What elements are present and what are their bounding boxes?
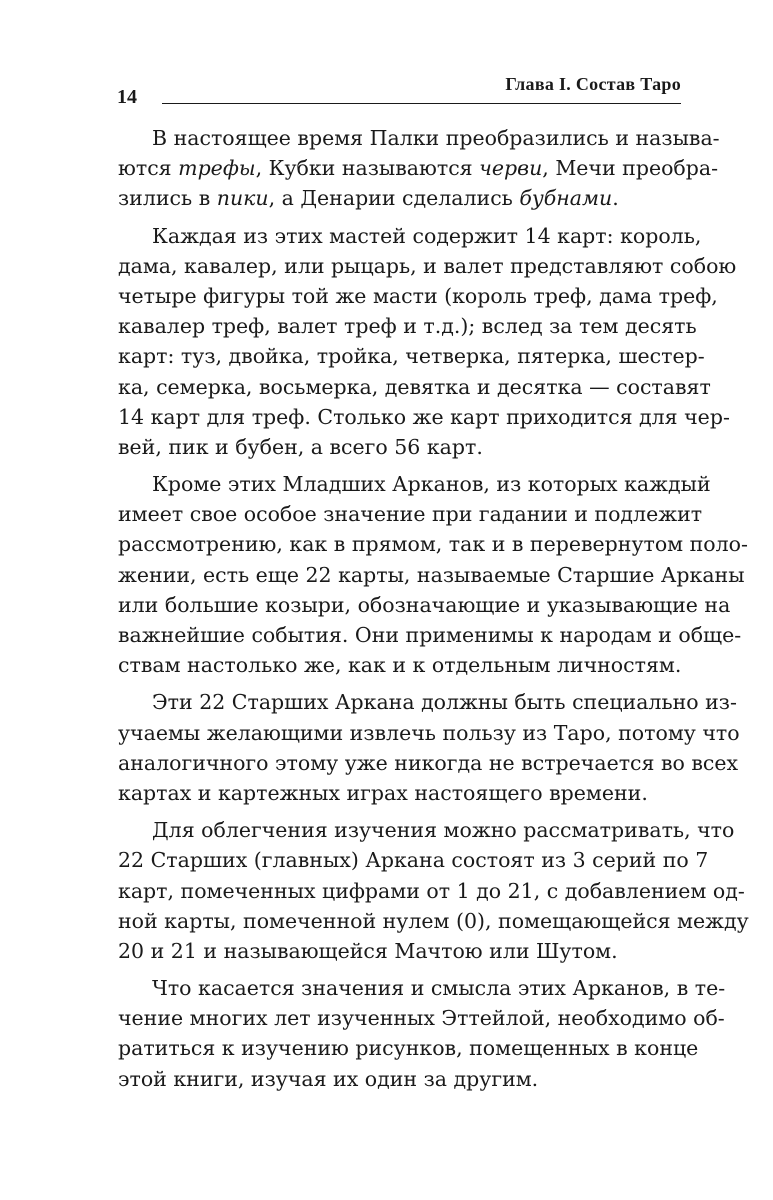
text-line: [118, 778, 683, 808]
text-run: ются: [118, 156, 179, 181]
text-run: В настоящее время Палки преобразились и называ-: [152, 126, 720, 150]
text-run: .: [612, 186, 619, 211]
text-run: 14 карт для треф. Столько же карт приходится для чер-: [118, 404, 730, 429]
paragraph: [118, 973, 726, 1094]
text-line: [118, 560, 745, 590]
header-rule: [162, 103, 681, 104]
text-line: [118, 221, 702, 251]
text-line: [118, 183, 683, 213]
text-run: дама, кавалер, или рыцарь, и валет представляют собою: [118, 253, 737, 278]
text-run: этой книги, изучая их один за другим.: [118, 1066, 539, 1091]
body-text: [118, 123, 749, 1101]
text-run: рассмотрению, как в прямом, так и в перевернутом поло-: [118, 532, 748, 557]
text-run: 22 Старших (главных) Аркана состоят из 3 серий по 7: [118, 848, 709, 873]
paragraph: [118, 123, 720, 214]
text-run: Что касается значения и смысла этих Арканов, в те-: [152, 976, 726, 1001]
text-line: [118, 620, 742, 650]
text-run: ствам настолько же, как и к отдельным личностям.: [118, 653, 682, 678]
text-line: [118, 936, 683, 966]
text-line: [118, 469, 711, 499]
text-line: [118, 906, 749, 936]
text-run: вей, пик и бубен, а всего 56 карт.: [118, 434, 483, 459]
text-line: [118, 251, 737, 281]
text-run: ной карты, помеченной нулем (0), помещающейся между: [118, 908, 749, 933]
paragraph: [118, 469, 748, 680]
text-run: Каждая из этих мастей содержит 14 карт: король,: [152, 223, 702, 248]
text-run: ратиться к изучению рисунков, помещенных в конце: [118, 1036, 699, 1061]
text-run: четыре фигуры той же масти (король треф, дама треф,: [118, 283, 718, 308]
text-run: важнейшие события. Они применимы к народам и обще-: [118, 623, 742, 647]
text-line: [118, 1064, 683, 1094]
text-line: [118, 402, 730, 432]
text-run: Эти 22 Старших Аркана должны быть специально из-: [152, 690, 737, 715]
italic-term: черви: [479, 156, 543, 181]
text-run: , а Денарии сделались: [268, 186, 520, 211]
text-line: [118, 499, 703, 529]
text-run: чение многих лет изученных Эттейлой, необходимо об-: [118, 1006, 725, 1031]
text-line: [118, 718, 740, 748]
text-line: [118, 281, 718, 311]
text-run: , Мечи преобра-: [542, 156, 719, 181]
text-run: карт, помеченных цифрами от 1 до 21, с добавлением од-: [118, 878, 745, 903]
paragraph: [118, 221, 737, 463]
text-line: [118, 529, 748, 559]
text-line: [118, 153, 719, 183]
text-run: жении, есть еще 22 карты, называемые Старшие Арканы: [118, 562, 745, 587]
text-run: ка, семерка, восьмерка, девятка и десятка — составят: [118, 374, 711, 399]
text-run: имеет свое особое значение при гадании и подлежит: [118, 502, 703, 527]
text-run: Кроме этих Младших Арканов, из которых каждый: [152, 472, 711, 497]
text-line: [118, 590, 731, 620]
page-number: 14: [117, 86, 137, 108]
text-line: [118, 748, 739, 778]
text-line: [118, 341, 705, 371]
text-line: [118, 123, 720, 153]
text-line: [118, 815, 735, 845]
text-run: картах и картежных играх настоящего времени.: [118, 780, 648, 805]
text-line: [118, 650, 683, 680]
italic-term: бубнами: [519, 186, 613, 211]
italic-term: трефы: [178, 156, 256, 181]
text-run: Для облегчения изучения можно рассматривать, что: [152, 818, 735, 843]
chapter-title: Глава I. Состав Таро: [505, 74, 681, 94]
paragraph: [118, 815, 749, 966]
text-run: аналогичного этому уже никогда не встречается во всех: [118, 750, 739, 775]
text-line: [118, 876, 745, 906]
text-run: 20 и 21 и называющейся Мачтою или Шутом.: [118, 938, 618, 963]
text-line: [118, 1003, 725, 1033]
text-run: учаемы желающими извлечь пользу из Таро, потому что: [118, 720, 740, 745]
paragraph: [118, 687, 740, 808]
text-line: [118, 1033, 699, 1063]
text-run: зились в: [118, 186, 217, 211]
italic-term: пики: [216, 186, 269, 211]
text-line: [118, 372, 711, 402]
text-line: [118, 687, 737, 717]
text-run: кавалер треф, валет треф и т.д.); вслед за тем десять: [118, 314, 697, 339]
text-run: , Кубки называются: [255, 156, 480, 181]
text-line: [118, 432, 683, 462]
text-line: [118, 973, 726, 1003]
text-run: карт: туз, двойка, тройка, четверка, пятерка, шестер-: [118, 344, 705, 369]
text-line: [118, 311, 697, 341]
text-run: или большие козыри, обозначающие и указывающие на: [118, 592, 731, 617]
text-line: [118, 845, 709, 875]
